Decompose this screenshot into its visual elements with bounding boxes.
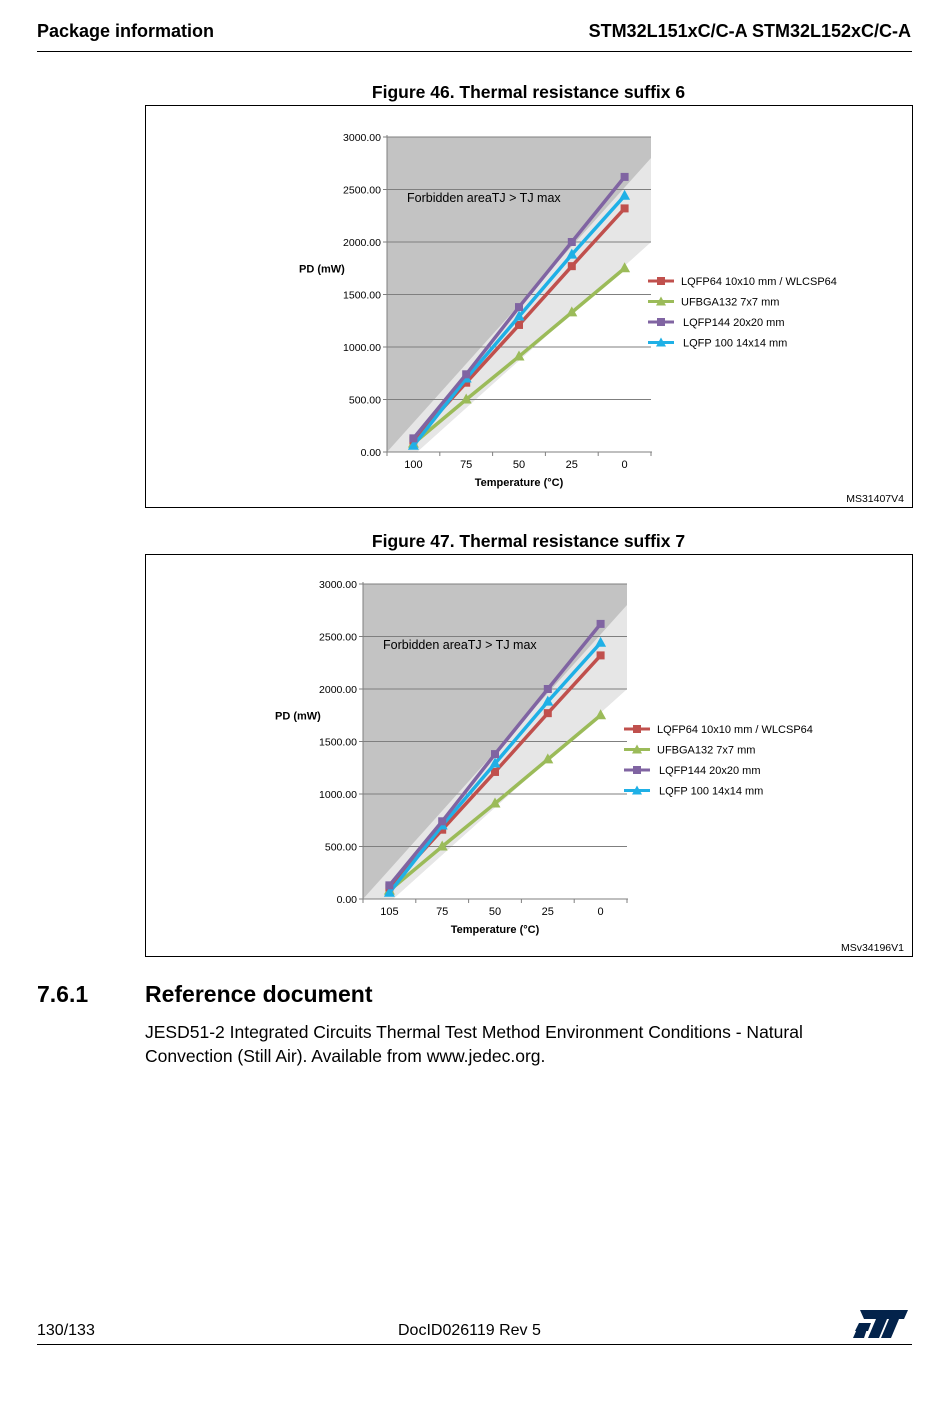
forbidden-area-label: Forbidden areaTJ > TJ max bbox=[407, 191, 561, 206]
forbidden-area-label: Forbidden areaTJ > TJ max bbox=[383, 638, 537, 653]
data-point-square bbox=[544, 709, 552, 717]
data-point-square bbox=[438, 817, 446, 825]
x-tick-label: 75 bbox=[460, 459, 473, 471]
y-tick-label: 2000.00 bbox=[319, 684, 357, 696]
page-number: 130/133 bbox=[37, 1322, 95, 1339]
x-axis-label: Temperature (°C) bbox=[450, 924, 540, 936]
y-tick-label: 0.00 bbox=[336, 894, 357, 906]
y-tick-label: 1000.00 bbox=[343, 342, 381, 354]
footer-divider bbox=[37, 1344, 912, 1345]
y-tick-label: 2500.00 bbox=[343, 184, 381, 197]
y-tick-label: 2500.00 bbox=[319, 631, 357, 644]
figure-46-chart-svg bbox=[146, 106, 912, 507]
y-tick-label: 500.00 bbox=[324, 841, 357, 854]
legend-entry: LQFP 100 14x14 mm bbox=[659, 785, 764, 798]
x-tick-label: 50 bbox=[488, 906, 502, 918]
y-tick-label: 1500.00 bbox=[343, 289, 381, 302]
figure-46-chart bbox=[145, 105, 913, 508]
y-axis-label: PD (mW) bbox=[275, 710, 321, 723]
y-tick-label: 2000.00 bbox=[343, 237, 381, 249]
data-point-square bbox=[462, 370, 470, 378]
data-point-square bbox=[385, 881, 393, 889]
y-axis-label: PD (mW) bbox=[299, 263, 345, 276]
x-tick-label: 50 bbox=[512, 459, 526, 471]
data-point-square bbox=[597, 620, 605, 628]
y-tick-label: 1000.00 bbox=[319, 789, 357, 801]
y-tick-label: 3000.00 bbox=[319, 579, 357, 591]
section-number: 7.6.1 bbox=[37, 981, 89, 1007]
y-tick-label: 500.00 bbox=[348, 394, 381, 407]
figure-code: MS31407V4 bbox=[846, 493, 904, 505]
y-tick-label: 3000.00 bbox=[343, 132, 381, 144]
x-tick-label: 100 bbox=[404, 459, 423, 471]
x-tick-label: 105 bbox=[380, 906, 399, 918]
y-tick-label: 0.00 bbox=[360, 447, 381, 459]
figure-46-title: Figure 46. Thermal resistance suffix 6 bbox=[371, 82, 686, 102]
legend-entry: LQFP 100 14x14 mm bbox=[683, 337, 788, 350]
header-product-name: STM32L151xC/C-A STM32L152xC/C-A bbox=[588, 21, 911, 41]
header-section-title: Package information bbox=[37, 21, 215, 41]
figure-47-chart-svg bbox=[146, 555, 912, 956]
legend-marker-square bbox=[633, 725, 641, 733]
x-axis-label: Temperature (°C) bbox=[474, 477, 564, 489]
st-logo-icon bbox=[851, 1309, 909, 1339]
data-point-square bbox=[621, 204, 629, 212]
x-tick-label: 25 bbox=[565, 459, 578, 471]
legend-entry: LQFP64 10x10 mm / WLCSP64 bbox=[657, 724, 813, 736]
data-point-square bbox=[568, 238, 576, 246]
legend-entry: LQFP64 10x10 mm / WLCSP64 bbox=[681, 276, 837, 288]
figure-47-chart bbox=[145, 554, 913, 957]
figure-code: MSv34196V1 bbox=[840, 942, 904, 954]
legend-entry: UFBGA132 7x7 mm bbox=[681, 296, 780, 309]
data-point-square bbox=[409, 434, 417, 442]
figure-47-title: Figure 47. Thermal resistance suffix 7 bbox=[371, 531, 686, 551]
header-divider bbox=[37, 51, 912, 52]
y-tick-label: 1500.00 bbox=[319, 736, 357, 749]
section-body: JESD51-2 Integrated Circuits Thermal Test Method Environment Conditions - Natural Convection (Still Air). Available from www.jedec.org. bbox=[145, 1022, 803, 1066]
data-point-square bbox=[491, 750, 499, 758]
section-title: Reference document bbox=[145, 981, 373, 1007]
legend-marker-square bbox=[633, 766, 641, 774]
data-point-square bbox=[597, 651, 605, 659]
legend-entry: LQFP144 20x20 mm bbox=[683, 317, 785, 329]
data-point-square bbox=[621, 173, 629, 181]
legend-entry: LQFP144 20x20 mm bbox=[659, 765, 761, 777]
legend-entry: UFBGA132 7x7 mm bbox=[657, 744, 756, 757]
data-point-square bbox=[515, 303, 523, 311]
x-tick-label: 0 bbox=[597, 906, 604, 918]
document-id: DocID026119 Rev 5 bbox=[398, 1322, 541, 1339]
x-tick-label: 25 bbox=[541, 906, 554, 918]
legend-marker-square bbox=[657, 277, 665, 285]
x-tick-label: 0 bbox=[621, 459, 628, 471]
data-point-square bbox=[544, 685, 552, 693]
data-point-square bbox=[568, 262, 576, 270]
legend-marker-square bbox=[657, 318, 665, 326]
x-tick-label: 75 bbox=[436, 906, 449, 918]
